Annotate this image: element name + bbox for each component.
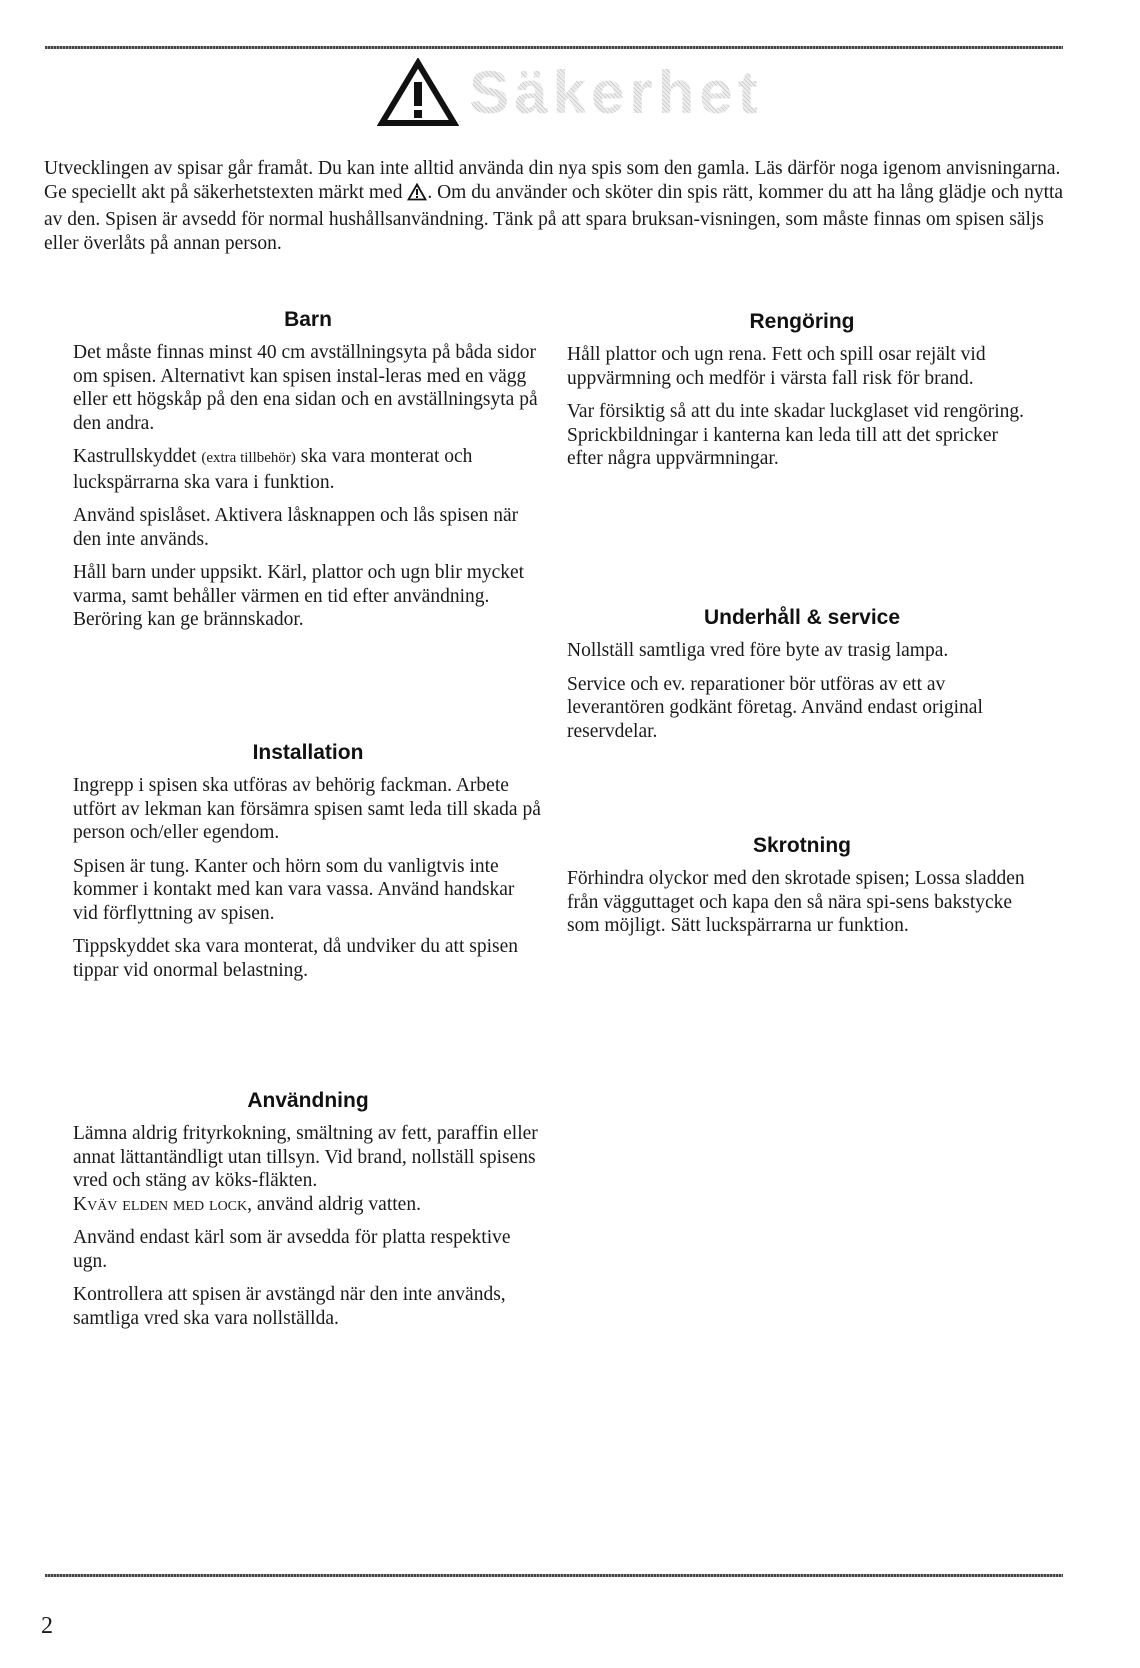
paragraph <box>73 1122 543 1216</box>
section-heading: Barn <box>284 308 332 331</box>
paragraph: Förhindra olyckor med den skrotade spisen; Lossa sladden från vägguttaget och kapa den så nära spi-sens bakstycke som möjligt. Sätt luckspärrarna ur funktion. <box>567 868 1025 936</box>
intro-paragraph <box>44 157 1064 256</box>
paragraph: Tippskyddet ska vara monterat, då undviker du att spisen tippar vid onormal belastning. <box>73 936 518 981</box>
paragraph-text: Kastrullskyddet <box>73 446 202 467</box>
paragraph-note: (extra tillbehör) <box>201 450 296 466</box>
section-heading: Användning <box>247 1089 369 1112</box>
section-heading: Underhåll & service <box>703 606 901 629</box>
section-heading: Skrotning <box>753 834 851 857</box>
page-title-block <box>0 58 1140 128</box>
section-heading: Installation <box>252 741 364 764</box>
warning-triangle-icon <box>377 58 459 128</box>
section-installation <box>73 740 543 992</box>
paragraph-text: ska vara monterat och luckspärrarna ska vara i funktion. <box>73 446 473 493</box>
paragraph: Ingrepp i spisen ska utföras av behörig fackman. Arbete utfört av lekman kan försämra spisen samt leda till skada på person och/eller egendom. <box>73 775 541 843</box>
inline-warning-icon <box>407 183 427 208</box>
paragraph: Använd endast kärl som är avsedda för platta respektive ugn. <box>73 1227 511 1272</box>
paragraph: Det måste finnas minst 40 cm avställningsyta på båda sidor om spisen. Alternativt kan spisen instal-leras med en vägg eller ett högskåp på den ena sidan och en avställningsyta på den andra. <box>73 342 538 434</box>
paragraph: Service och ev. reparationer bör utföras av ett av leverantören godkänt företag. Använd endast original reservdelar. <box>567 673 983 742</box>
paragraph <box>73 445 543 494</box>
paragraph-caps-text: Kväv elden med lock <box>73 1193 248 1215</box>
section-anvandning <box>73 1088 543 1340</box>
section-heading: Rengöring <box>749 310 855 333</box>
page-title: Säkerhet <box>469 59 763 126</box>
paragraph: Var försiktig så att du inte skadar luckglaset vid rengöring. Sprickbildningar i kanterna kan leda till att det spricker efter några uppvärmningar. <box>567 401 1025 469</box>
section-skrotning <box>567 833 1037 948</box>
paragraph: Håll barn under uppsikt. Kärl, plattor och ugn blir mycket varma, samt behåller värmen en tid efter användning. Beröring kan ge brännskador. <box>73 562 525 630</box>
top-rule <box>45 46 1063 49</box>
paragraph: Spisen är tung. Kanter och hörn som du vanligtvis inte kommer i kontakt med kan vara vassa. Använd handskar vid förflyttning av spisen. <box>73 855 515 924</box>
paragraph: Använd spislåset. Aktivera låsknappen och lås spisen när den inte används. <box>73 505 519 550</box>
paragraph: Kontrollera att spisen är avstängd när den inte används, samtliga vred ska vara nollställda. <box>73 1284 506 1329</box>
page-number: 2 <box>41 1613 53 1639</box>
intro-text-part2: . Om du använder och sköter din spis rätt, kommer du att ha lång glädje och nytta av den. Spisen är avsedd för normal hushållsanvändning. Tänk på att spara bruksan-visningen, som måste finnas om spisen säljs eller överlåts på annan person. <box>44 182 1064 254</box>
bottom-rule <box>45 1574 1063 1577</box>
section-rengoring <box>567 309 1037 481</box>
paragraph: Nollställ samtliga vred före byte av trasig lampa. <box>567 640 949 661</box>
paragraph-text: Lämna aldrig frityrkokning, smältning av fett, paraffin eller annat lättantändligt utan tillsyn. Vid brand, nollställ spisens vred och stäng av köks-fläkten. <box>73 1123 538 1191</box>
paragraph-text: , använd aldrig vatten. <box>247 1193 421 1215</box>
section-barn <box>73 307 543 642</box>
section-underhall-service <box>567 605 1037 753</box>
paragraph: Håll plattor och ugn rena. Fett och spill osar rejält vid uppvärmning och medför i värsta fall risk för brand. <box>567 344 986 389</box>
intro-text-part1: Utvecklingen av spisar går framåt. Du kan inte alltid använda din nya spis som den gamla. Läs därför noga igenom anvisningarna. Ge speciellt akt på säkerhetstexten märkt med <box>44 158 1061 203</box>
